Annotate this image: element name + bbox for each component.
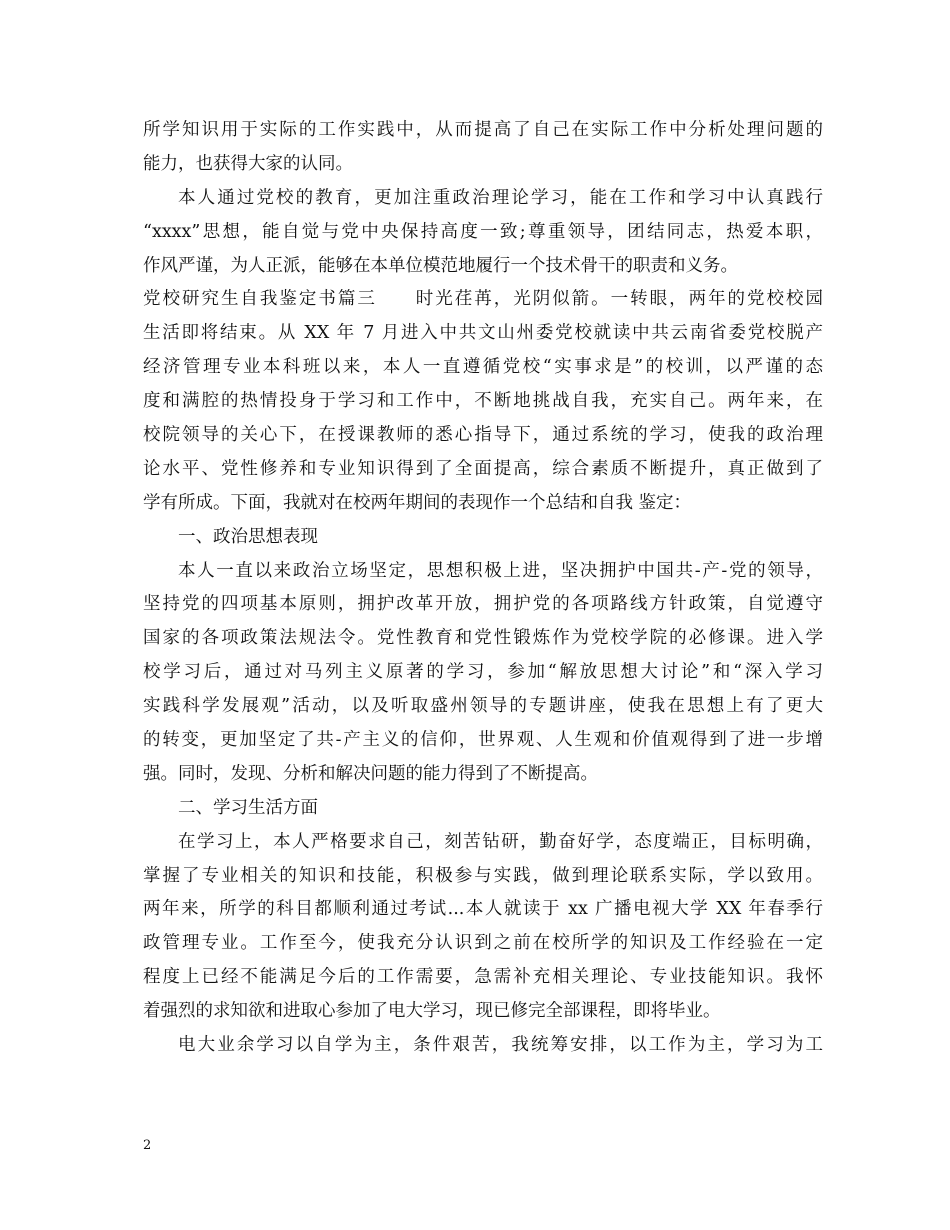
text-line: 实践科学发展观”活动，以及听取盛州领导的专题讲座，使我在思想上有了更大 [143,696,823,717]
text-line: 国家的各项政策法规法令。党性教育和党性锻炼作为党校学院的必修课。进入学 [143,628,823,649]
text-line: 本人通过党校的教育，更加注重政治理论学习，能在工作和学习中认真践行 [178,187,823,208]
text-line: 二、学习生活方面 [178,797,318,818]
text-line: 坚持党的四项基本原则，拥护改革开放，拥护党的各项路线方针政策，自觉遵守 [143,594,823,615]
text-line: 论水平、党性修养和专业知识得到了全面提高，综合素质不断提升，真正做到了 [143,458,823,479]
text-line: 两年来，所学的科目都顺利通过考试...本人就读于 xx 广播电视大学 XX 年春季行 [143,899,823,920]
text-line: “xxxx”思想，能自觉与党中央保持高度一致;尊重领导，团结同志，热爱本职， [143,221,823,242]
text-line: 本人一直以来政治立场坚定，思想积极上进，坚决拥护中国共-产-党的领导， [178,560,823,581]
text-line: 党校研究生自我鉴定书篇三 时光荏苒，光阴似箭。一转眼，两年的党校校园 [143,289,823,310]
text-line: 着强烈的求知欲和进取心参加了电大学习，现已修完全部课程，即将毕业。 [143,1001,721,1022]
text-line: 电大业余学习以自学为主，条件艰苦，我统筹安排，以工作为主，学习为工 [178,1035,823,1056]
text-line: 强。同时，发现、分析和解决问题的能力得到了不断提高。 [143,763,598,784]
body-text [143,114,823,1063]
text-line: 掌握了专业相关的知识和技能，积极参与实践，做到理论联系实际，学以致用。 [143,865,823,886]
text-line: 能力，也获得大家的认同。 [143,153,353,174]
text-line: 在学习上，本人严格要求自己，刻苦钻研，勤奋好学，态度端正，目标明确， [178,831,823,852]
text-line: 学有所成。下面，我就对在校两年期间的表现作一个总结和自我 鉴定： [143,492,692,513]
text-line: 生活即将结束。从 XX 年 7 月进入中共文山州委党校就读中共云南省委党校脱产 [143,323,823,344]
text-line: 的转变，更加坚定了共-产主义的信仰，世界观、人生观和价值观得到了进一步增 [143,730,823,751]
text-line: 作风严谨，为人正派，能够在本单位模范地履行一个技术骨干的职责和义务。 [143,255,738,276]
page-number: 2 [143,1138,152,1153]
text-line: 校学习后，通过对马列主义原著的学习，参加“解放思想大讨论”和“深入学习 [143,662,823,683]
text-line: 校院领导的关心下，在授课教师的悉心指导下，通过系统的学习，使我的政治理 [143,425,823,446]
text-line: 所学知识用于实际的工作实践中，从而提高了自己在实际工作中分析处理问题的 [143,120,823,140]
text-line: 一、政治思想表现 [178,526,318,547]
text-line: 度和满腔的热情投身于学习和工作中，不断地挑战自我，充实自己。两年来，在 [143,391,823,412]
text-line: 程度上已经不能满足今后的工作需要，急需补充相关理论、专业技能知识。我怀 [143,967,823,988]
text-line: 经济管理专业本科班以来，本人一直遵循党校“实事求是”的校训，以严谨的态 [143,357,823,378]
text-line: 政管理专业。工作至今，使我充分认识到之前在校所学的知识及工作经验在一定 [143,933,823,954]
